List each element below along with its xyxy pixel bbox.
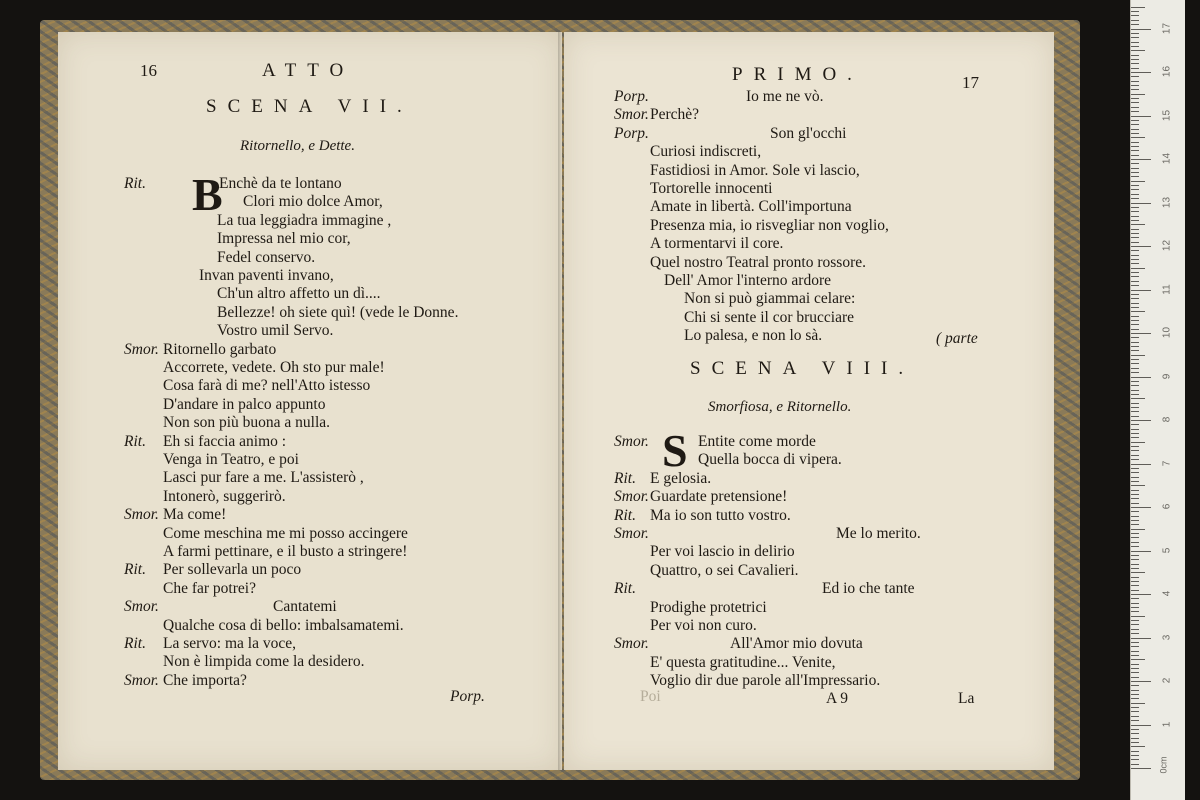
ruler-tick	[1131, 207, 1139, 208]
verse-line: Qualche cosa di bello: imbalsamatemi.	[163, 616, 404, 634]
ruler-tick	[1131, 68, 1139, 69]
ruler-tick	[1131, 424, 1139, 425]
right-page	[564, 32, 1054, 770]
bleed-through-text: Poi	[640, 688, 661, 705]
ruler-tick	[1131, 285, 1139, 286]
ruler-number: 8	[1161, 416, 1173, 423]
ruler-tick	[1131, 672, 1139, 673]
speaker-label: Porp.	[614, 124, 649, 142]
ruler-tick	[1131, 159, 1151, 160]
ruler-tick	[1131, 15, 1139, 16]
verse-line: D'andare in palco appunto	[163, 395, 326, 413]
verse-line: All'Amor mio dovuta	[730, 635, 863, 653]
ruler-tick	[1131, 216, 1139, 217]
speaker-label: Porp.	[614, 88, 649, 105]
ruler-tick	[1131, 303, 1139, 304]
verse-line: Curiosi indiscreti,	[650, 143, 762, 161]
drop-cap: B	[192, 169, 223, 220]
ruler-tick	[1131, 607, 1139, 608]
ruler-tick	[1131, 250, 1139, 251]
ruler-tick	[1131, 350, 1139, 351]
ruler-tick	[1131, 437, 1139, 438]
verse-line: Fedel conservo.	[217, 248, 316, 266]
ruler-tick	[1131, 385, 1139, 386]
verse-line: Me lo merito.	[836, 525, 921, 542]
signature-mark: A 9	[826, 690, 848, 707]
scene-title: SCENA VIII.	[690, 358, 915, 379]
ruler-tick	[1131, 455, 1139, 456]
speaker-label: Smor.	[124, 671, 159, 689]
ruler-tick	[1131, 163, 1139, 164]
speaker-label: Rit.	[124, 635, 146, 652]
verse-line: Lasci pur fare a me. L'assisterò ,	[163, 469, 364, 487]
verse-line: Non son più buona a nulla.	[163, 414, 331, 432]
ruler-number: 1	[1161, 721, 1173, 727]
ruler-tick	[1131, 255, 1139, 256]
verse-line: Bellezze! oh siete quì! (vede le Donne.	[217, 303, 459, 321]
ruler-tick	[1131, 72, 1151, 73]
verse-line: Lo palesa, e non lo sà.	[684, 327, 823, 345]
speaker-label: Rit.	[124, 432, 146, 450]
drop-cap: S	[662, 425, 688, 476]
ruler-tick	[1131, 755, 1139, 756]
verse-line: Son gl'occhi	[770, 124, 847, 142]
ruler-tick	[1131, 716, 1139, 717]
ruler-tick	[1131, 316, 1139, 317]
ruler-tick	[1131, 390, 1139, 391]
scene-title: SCENA VII.	[206, 96, 413, 117]
verse-line: Dell' Amor l'interno ardore	[664, 272, 831, 289]
ruler-tick	[1131, 481, 1139, 482]
ruler-number: 4	[1161, 590, 1173, 597]
verse-line: Ritornello garbato	[163, 340, 277, 358]
ruler-tick	[1131, 298, 1139, 299]
ruler-tick	[1131, 677, 1139, 678]
ruler-tick	[1131, 242, 1139, 243]
ruler-number: 7	[1161, 460, 1173, 466]
ruler-tick	[1131, 664, 1139, 665]
verse-line: Venga in Teatro, e poi	[163, 451, 299, 468]
speaker-label: Smor.	[614, 525, 649, 542]
ruler-tick	[1131, 333, 1151, 334]
ruler-tick	[1131, 76, 1139, 77]
verse-line: Voglio dir due parole all'Impressario.	[650, 672, 881, 690]
ruler-tick	[1131, 29, 1151, 30]
speaker-label: Rit.	[124, 175, 146, 192]
ruler-tick	[1131, 394, 1139, 395]
ruler-tick	[1131, 11, 1139, 12]
ruler-tick	[1131, 685, 1139, 686]
ruler-tick	[1131, 7, 1145, 8]
ruler-tick	[1131, 681, 1151, 682]
ruler-tick	[1131, 620, 1139, 621]
ruler-tick	[1131, 55, 1139, 56]
ruler-tick	[1131, 503, 1139, 504]
verse-line: Guardate pretensione!	[650, 488, 788, 506]
verse-line: Non è limpida come la desidero.	[163, 653, 365, 671]
ruler-tick	[1131, 416, 1139, 417]
ruler-tick	[1131, 533, 1139, 534]
ruler-tick	[1131, 220, 1139, 221]
ruler-tick	[1131, 433, 1139, 434]
verse-line: Cantatemi	[273, 598, 337, 616]
ruler-tick	[1131, 594, 1151, 595]
ruler-tick	[1131, 603, 1139, 604]
ruler-tick	[1131, 203, 1151, 204]
ruler-tick	[1131, 646, 1139, 647]
verse-line: Fastidiosi in Amor. Sole vi lascio,	[650, 161, 860, 179]
ruler-tick	[1131, 372, 1139, 373]
ruler-tick	[1131, 324, 1139, 325]
ruler-tick	[1131, 616, 1145, 617]
ruler-tick	[1131, 268, 1145, 269]
speaker-label: Smor.	[614, 106, 649, 124]
ruler-tick	[1131, 751, 1139, 752]
ruler-tick	[1131, 320, 1139, 321]
ruler-tick	[1131, 311, 1145, 312]
ruler-tick	[1131, 33, 1139, 34]
ruler-tick	[1131, 137, 1145, 138]
ruler-tick	[1131, 759, 1139, 760]
ruler-tick	[1131, 651, 1139, 652]
ruler-tick	[1131, 468, 1139, 469]
ruler-tick	[1131, 355, 1145, 356]
verse-line: Per sollevarla un poco	[163, 561, 302, 579]
ruler-tick	[1131, 542, 1139, 543]
ruler-tick	[1131, 520, 1139, 521]
ruler-tick	[1131, 189, 1139, 190]
ruler-tick	[1131, 368, 1139, 369]
ruler-tick	[1131, 690, 1139, 691]
ruler-tick	[1131, 290, 1151, 291]
ruler-tick	[1131, 516, 1139, 517]
ruler-tick	[1131, 107, 1139, 108]
page-number: 16	[140, 61, 157, 80]
catchword: La	[958, 690, 975, 707]
verse-line: Ch'un altro affetto un dì....	[217, 285, 381, 303]
ruler-tick	[1131, 124, 1139, 125]
ruler-tick	[1131, 459, 1139, 460]
page-number: 17	[962, 73, 979, 92]
verse-line: Tortorelle innocenti	[650, 180, 773, 197]
ruler-tick	[1131, 450, 1139, 451]
ruler-number: 16	[1161, 65, 1173, 78]
ruler-tick	[1131, 120, 1139, 121]
ruler-tick	[1131, 185, 1139, 186]
ruler-tick	[1131, 155, 1139, 156]
ruler-number: 14	[1161, 152, 1173, 165]
ruler-number: 3	[1161, 634, 1173, 640]
ruler-tick	[1131, 490, 1139, 491]
ruler-number: 13	[1161, 196, 1173, 208]
ruler-tick	[1131, 524, 1139, 525]
ruler-tick	[1131, 398, 1145, 399]
ruler-tick	[1131, 572, 1145, 573]
ruler-tick	[1131, 129, 1139, 130]
ruler-tick	[1131, 638, 1151, 639]
verse-line: E' questa gratitudine... Venite,	[650, 653, 836, 671]
verse-line: Che importa?	[163, 671, 247, 689]
ruler-tick	[1131, 598, 1139, 599]
ruler-tick	[1131, 381, 1139, 382]
speaker-label: Smor.	[614, 488, 649, 506]
ruler-tick	[1131, 342, 1139, 343]
ruler-tick	[1131, 146, 1139, 147]
verse-line: Enchè da te lontano	[219, 175, 342, 192]
speaker-label: Rit.	[614, 506, 636, 524]
ruler-tick	[1131, 37, 1139, 38]
ruler-tick	[1131, 198, 1139, 199]
ruler-tick	[1131, 746, 1145, 747]
verse-line: Quattro, o sei Cavalieri.	[650, 561, 799, 579]
ruler-tick	[1131, 577, 1139, 578]
catchword: Porp.	[450, 688, 485, 705]
ruler-tick	[1131, 172, 1139, 173]
ruler-tick	[1131, 281, 1139, 282]
ruler-tick	[1131, 50, 1145, 51]
ruler-tick	[1131, 655, 1139, 656]
ruler-tick	[1131, 590, 1139, 591]
ruler-tick	[1131, 403, 1139, 404]
ruler-tick	[1131, 176, 1139, 177]
speaker-label: Smor.	[614, 433, 649, 450]
ruler-tick	[1131, 133, 1139, 134]
verse-line: Ma come!	[163, 506, 227, 524]
verse-line: Clori mio dolce Amor,	[243, 193, 383, 211]
ruler-tick	[1131, 224, 1145, 225]
measuring-ruler	[1130, 0, 1185, 800]
ruler-tick	[1131, 229, 1139, 230]
verse-line: La servo: ma la voce,	[163, 635, 296, 652]
ruler-tick	[1131, 733, 1139, 734]
ruler-tick	[1131, 272, 1139, 273]
ruler-tick	[1131, 507, 1151, 508]
ruler-tick	[1131, 442, 1145, 443]
ruler-tick	[1131, 725, 1151, 726]
ruler-tick	[1131, 150, 1139, 151]
verse-line: Accorrete, vedete. Oh sto pur male!	[163, 359, 385, 376]
speaker-label: Rit.	[614, 469, 636, 487]
ruler-tick	[1131, 346, 1139, 347]
ruler-tick	[1131, 555, 1139, 556]
verse-line: La tua leggiadra immagine ,	[217, 211, 392, 229]
ruler-tick	[1131, 642, 1139, 643]
ruler-tick	[1131, 168, 1139, 169]
ruler-tick	[1131, 742, 1139, 743]
scene-characters: Smorfiosa, e Ritornello.	[708, 399, 852, 415]
ruler-tick	[1131, 259, 1139, 260]
ruler-tick	[1131, 420, 1151, 421]
verse-line: Presenza mia, io risvegliar non voglio,	[650, 216, 889, 234]
ruler-tick	[1131, 585, 1139, 586]
speaker-label: Rit.	[124, 561, 146, 579]
verse-line: Prodighe protetrici	[650, 598, 767, 616]
verse-line: Vostro umil Servo.	[217, 322, 334, 340]
verse-line: Non si può giammai celare:	[684, 290, 856, 308]
ruler-tick	[1131, 181, 1145, 182]
verse-line: Cosa farà di me? nell'Atto istesso	[163, 377, 371, 395]
ruler-tick	[1131, 246, 1151, 247]
ruler-tick	[1131, 46, 1139, 47]
ruler-tick	[1131, 237, 1139, 238]
ruler-tick	[1131, 472, 1139, 473]
ruler-tick	[1131, 611, 1139, 612]
ruler-tick	[1131, 211, 1139, 212]
ruler-tick	[1131, 81, 1139, 82]
ruler-tick	[1131, 581, 1139, 582]
verse-line: Per voi lascio in delirio	[650, 543, 795, 561]
ruler-number: 6	[1161, 503, 1173, 510]
verse-line: Chi si sente il cor brucciare	[684, 308, 855, 326]
ruler-tick	[1131, 720, 1139, 721]
ruler-tick	[1131, 102, 1139, 103]
ruler-tick	[1131, 464, 1151, 465]
ruler-tick	[1131, 551, 1151, 552]
ruler-tick	[1131, 511, 1139, 512]
ruler-tick	[1131, 359, 1139, 360]
ruler-tick	[1131, 703, 1145, 704]
ruler-tick	[1131, 42, 1139, 43]
exit-note: ( parte	[936, 330, 978, 347]
ruler-unit: 0cm	[1158, 756, 1169, 774]
verse-line: Io me ne vò.	[746, 88, 824, 105]
verse-line: Amate in libertà. Coll'importuna	[650, 198, 852, 216]
speaker-label: Smor.	[124, 598, 159, 616]
ruler-tick	[1131, 498, 1139, 499]
ruler-tick	[1131, 446, 1139, 447]
ruler-tick	[1131, 668, 1139, 669]
ruler-tick	[1131, 111, 1139, 112]
ruler-tick	[1131, 94, 1145, 95]
ruler-tick	[1131, 629, 1139, 630]
ruler-tick	[1131, 546, 1139, 547]
ruler-tick	[1131, 429, 1139, 430]
ruler-tick	[1131, 24, 1139, 25]
ruler-number: 5	[1161, 547, 1173, 553]
ruler-tick	[1131, 263, 1139, 264]
ruler-tick	[1131, 59, 1139, 60]
speaker-label: Smor.	[124, 340, 159, 358]
verse-line: Che far potrei?	[163, 579, 256, 597]
ruler-tick	[1131, 729, 1139, 730]
ruler-tick	[1131, 194, 1139, 195]
ruler-tick	[1131, 276, 1139, 277]
ruler-tick	[1131, 63, 1139, 64]
verse-line: Come meschina me mi posso accingere	[163, 524, 408, 542]
ruler-tick	[1131, 407, 1139, 408]
ruler-number: 10	[1161, 326, 1173, 339]
verse-line: E gelosia.	[650, 469, 712, 487]
verse-line: Eh si faccia animo :	[163, 432, 287, 450]
ruler-tick	[1131, 529, 1145, 530]
ruler-tick	[1131, 142, 1139, 143]
ruler-tick	[1131, 698, 1139, 699]
verse-line: Quella bocca di vipera.	[698, 451, 842, 469]
ruler-tick	[1131, 294, 1139, 295]
ruler-tick	[1131, 337, 1139, 338]
ruler-number: 12	[1161, 239, 1173, 252]
speaker-label: Smor.	[614, 635, 649, 653]
ruler-tick	[1131, 85, 1139, 86]
ruler-tick	[1131, 329, 1139, 330]
ruler-tick	[1131, 363, 1139, 364]
verse-line: Ma io son tutto vostro.	[650, 506, 791, 524]
verse-line: Entite come morde	[698, 433, 816, 450]
ruler-number: 2	[1161, 677, 1173, 684]
ruler-tick	[1131, 568, 1139, 569]
verse-line: Invan paventi invano,	[199, 267, 334, 284]
ruler-tick	[1131, 624, 1139, 625]
ruler-tick	[1131, 764, 1139, 765]
speaker-label: Rit.	[614, 580, 636, 598]
ruler-tick	[1131, 711, 1139, 712]
ruler-tick	[1131, 659, 1145, 660]
verse-line: Perchè?	[650, 106, 700, 124]
ruler-tick	[1131, 564, 1139, 565]
speaker-label: Smor.	[124, 506, 159, 524]
verse-line: A tormentarvi il core.	[650, 235, 784, 253]
left-page	[58, 32, 562, 770]
ruler-tick	[1131, 98, 1139, 99]
ruler-tick	[1131, 307, 1139, 308]
verse-line: Quel nostro Teatral pronto rossore.	[650, 253, 867, 271]
running-head: PRIMO.	[732, 64, 863, 85]
ruler-tick	[1131, 89, 1139, 90]
verse-line: Impressa nel mio cor,	[217, 230, 351, 248]
ruler-tick	[1131, 116, 1151, 117]
ruler-tick	[1131, 768, 1151, 769]
ruler-tick	[1131, 694, 1139, 695]
ruler-number: 9	[1161, 373, 1173, 379]
running-head: ATTO	[262, 60, 355, 81]
ruler-number: 17	[1161, 22, 1173, 34]
ruler-tick	[1131, 477, 1139, 478]
ruler-tick	[1131, 377, 1151, 378]
ruler-tick	[1131, 707, 1139, 708]
scene-characters: Ritornello, e Dette.	[240, 138, 355, 154]
verse-line: A farmi pettinare, e il busto a stringere!	[163, 543, 408, 560]
ruler-number: 11	[1161, 283, 1173, 295]
ruler-number: 15	[1161, 109, 1173, 121]
ruler-tick	[1131, 738, 1139, 739]
ruler-tick	[1131, 633, 1139, 634]
ruler-tick	[1131, 20, 1139, 21]
ruler-tick	[1131, 537, 1139, 538]
ruler-tick	[1131, 233, 1139, 234]
verse-line: Intonerò, suggerirò.	[163, 487, 286, 505]
ruler-tick	[1131, 411, 1139, 412]
ruler-tick	[1131, 485, 1145, 486]
ruler-tick	[1131, 559, 1139, 560]
ruler-tick	[1131, 494, 1139, 495]
verse-line: Per voi non curo.	[650, 617, 757, 634]
verse-line: Ed io che tante	[822, 580, 915, 598]
